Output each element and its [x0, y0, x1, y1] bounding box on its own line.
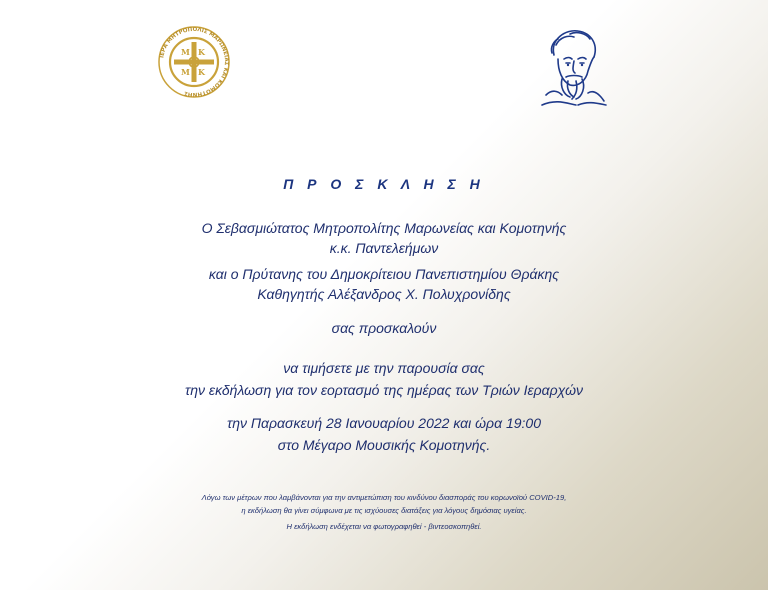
- metropolitan-name: κ.κ. Παντελεήμων: [329, 240, 439, 256]
- svg-text:Μ: Μ: [181, 47, 190, 57]
- covid-note-line1: Λόγω των μέτρων που λαμβάνονται για την αντιμετώπιση του κινδύνου διασποράς του κορωνοϊού COVID-19,: [201, 493, 567, 502]
- metropolis-seal-logo: [157, 22, 231, 102]
- invitation-title: Π Ρ Ο Σ Κ Λ Η Σ Η: [283, 176, 485, 192]
- rector-line: και ο Πρύτανης του Δημοκρίτειου Πανεπιστημίου Θράκης: [208, 266, 560, 282]
- rector-name: Καθηγητής Αλέξανδρος Χ. Πολυχρονίδης: [257, 286, 511, 302]
- event-venue: στο Μέγαρο Μουσικής Κομοτηνής.: [277, 437, 491, 453]
- event-description: την εκδήλωση για τον εορτασμό της ημέρας των Τριών Ιεραρχών: [185, 382, 583, 398]
- svg-text:ΙΕΡΑ ΜΗΤΡΟΠΟΛΙΣ ΜΑΡΩΝΕΙΑΣ ΚΑΙ: ΙΕΡΑ ΜΗΤΡΟΠΟΛΙΣ ΜΑΡΩΝΕΙΑΣ ΚΑΙ ΚΟΜΟΤΗΝΗΣ: [159, 26, 230, 98]
- svg-text:Κ: Κ: [198, 67, 205, 77]
- svg-text:Κ: Κ: [198, 47, 205, 57]
- covid-note-line2: η εκδήλωση θα γίνει σύμφωνα με τις ισχύουσες διατάξεις για λόγους δημόσιας υγείας.: [241, 506, 527, 515]
- metropolitan-line: Ο Σεβασμιώτατος Μητροπολίτης Μαρωνείας και Κομοτηνής: [201, 220, 567, 236]
- svg-text:Μ: Μ: [181, 67, 190, 77]
- photography-note: Η εκδήλωση ενδέχεται να φωτογραφηθεί - βιντεοσκοπηθεί.: [286, 522, 482, 531]
- invite-verb: σας προσκαλούν: [331, 320, 437, 336]
- event-datetime: την Παρασκευή 28 Ιανουαρίου 2022 και ώρα 19:00: [227, 415, 541, 431]
- honor-line: να τιμήσετε με την παρουσία σας: [283, 360, 485, 376]
- democritus-portrait-logo: [536, 25, 608, 107]
